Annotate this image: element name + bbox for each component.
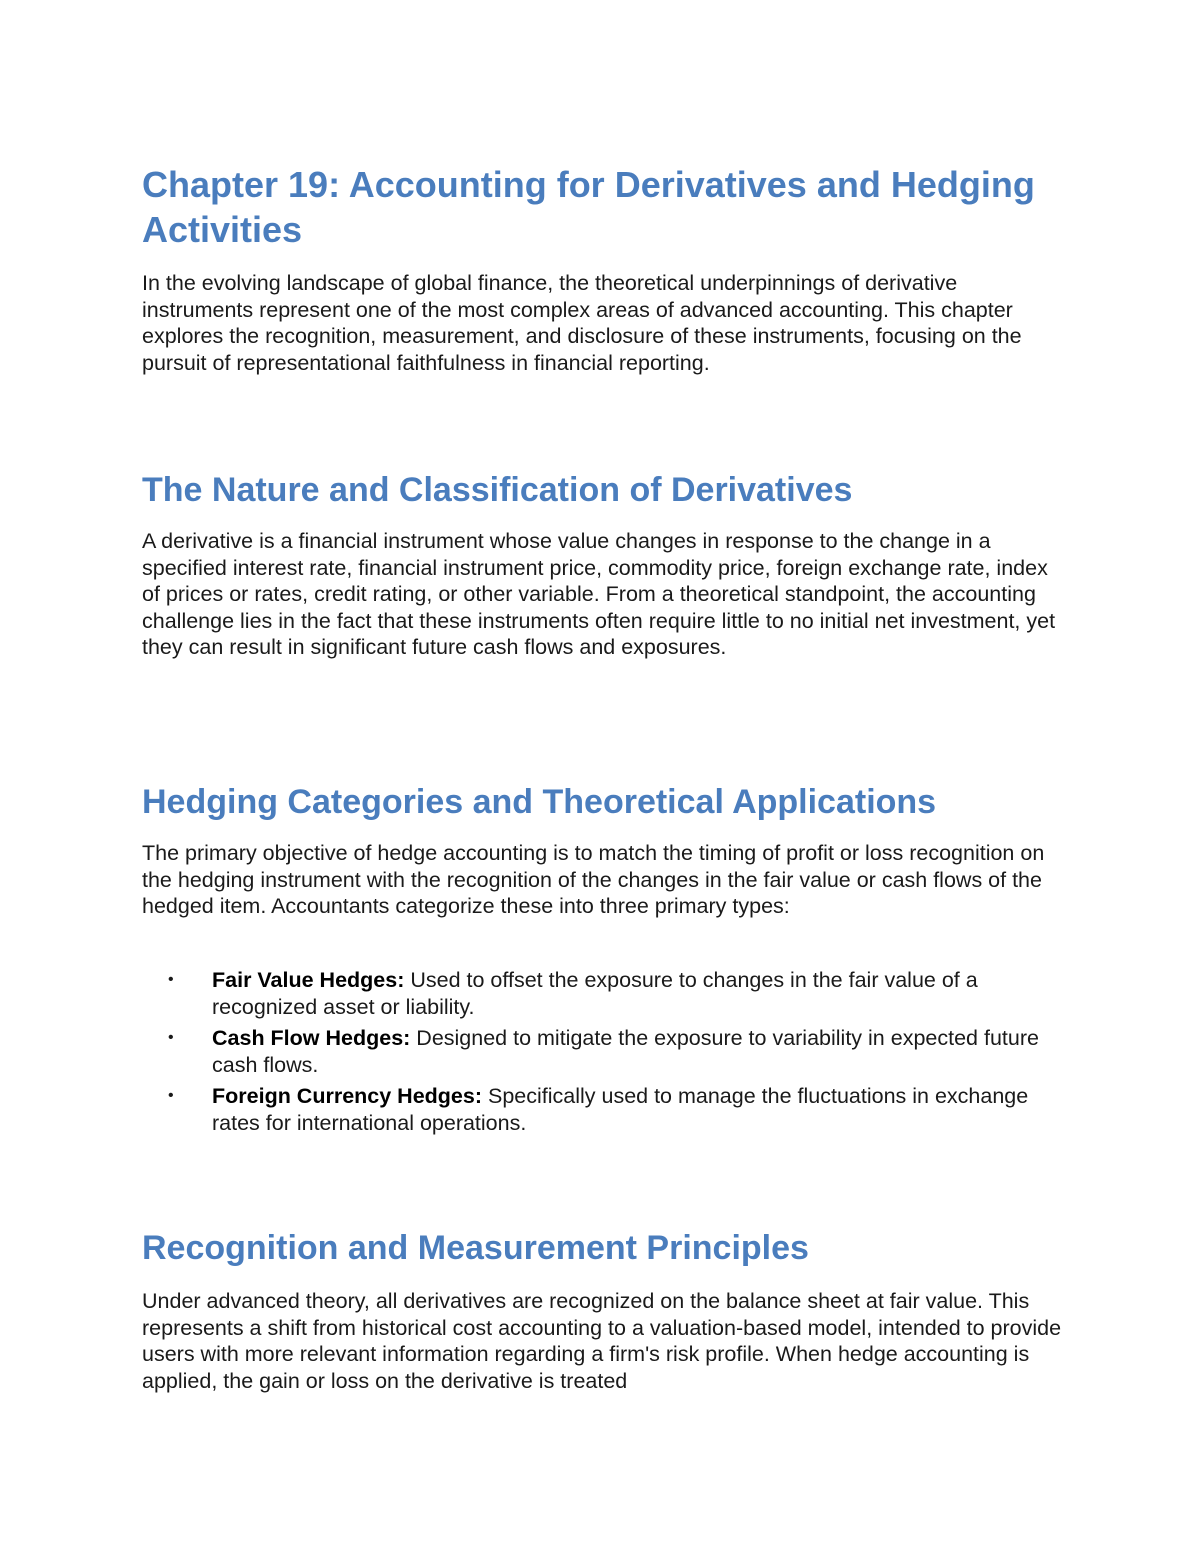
- list-item: [142, 1083, 1062, 1136]
- section-heading-recognition: Recognition and Measurement Principles: [142, 1229, 809, 1267]
- bullet-icon: •: [168, 971, 174, 988]
- bullet-term: Cash Flow Hedges:: [212, 1026, 411, 1051]
- section-body-hedging: The primary objective of hedge accounting is to match the timing of profit or loss recognition on the hedging instrument with the recognition of the changes in the fair value or cash flows of the hedged item. Accountants categorize these into three primary types:: [142, 841, 1045, 919]
- section-heading-nature: The Nature and Classification of Derivatives: [142, 471, 853, 509]
- bullet-text: Specifically used to manage the fluctuations in exchange rates for international operations.: [212, 1084, 1029, 1135]
- bullet-term: Foreign Currency Hedges:: [212, 1084, 482, 1109]
- bullet-icon: •: [168, 1029, 174, 1047]
- chapter-title: Chapter 19: Accounting for Derivatives and Hedging Activities: [142, 164, 1035, 250]
- intro-paragraph: In the evolving landscape of global finance, the theoretical underpinnings of derivative instruments represent one of the most complex areas of advanced accounting. This chapter explores the recognition, measurement, and disclosure of these instruments, focusing on the pursuit of representational faithfulness in financial reporting.: [142, 271, 1022, 375]
- bullet-text: Designed to mitigate the exposure to variability in expected future cash flows.: [212, 1026, 1039, 1077]
- hedge-types-list: [142, 967, 1062, 1142]
- list-item: [142, 1025, 1062, 1078]
- list-item: [142, 967, 1062, 1020]
- bullet-term: Fair Value Hedges:: [212, 968, 405, 992]
- section-body-nature: A derivative is a financial instrument whose value changes in response to the change in a specified interest rate, financial instrument price, commodity price, foreign exchange rate, index of prices or rates, credit rating, or other variable. From a theoretical standpoint, the accounting challenge lies in the fact that these instruments often require little to no initial net investment, yet they can result in significant future cash flows and exposures.: [142, 529, 1056, 660]
- bullet-icon: •: [168, 1087, 174, 1105]
- bullet-text: Used to offset the exposure to changes in the fair value of a recognized asset or liability.: [212, 968, 978, 1019]
- section-body-recognition: Under advanced theory, all derivatives are recognized on the balance sheet at fair value. This represents a shift from historical cost accounting to a valuation-based model, intended to provide users with more relevant information regarding a firm's risk profile. When hedge accounting is applied, the gain or loss on the derivative is treated: [142, 1289, 1062, 1393]
- section-heading-hedging: Hedging Categories and Theoretical Applications: [142, 783, 937, 821]
